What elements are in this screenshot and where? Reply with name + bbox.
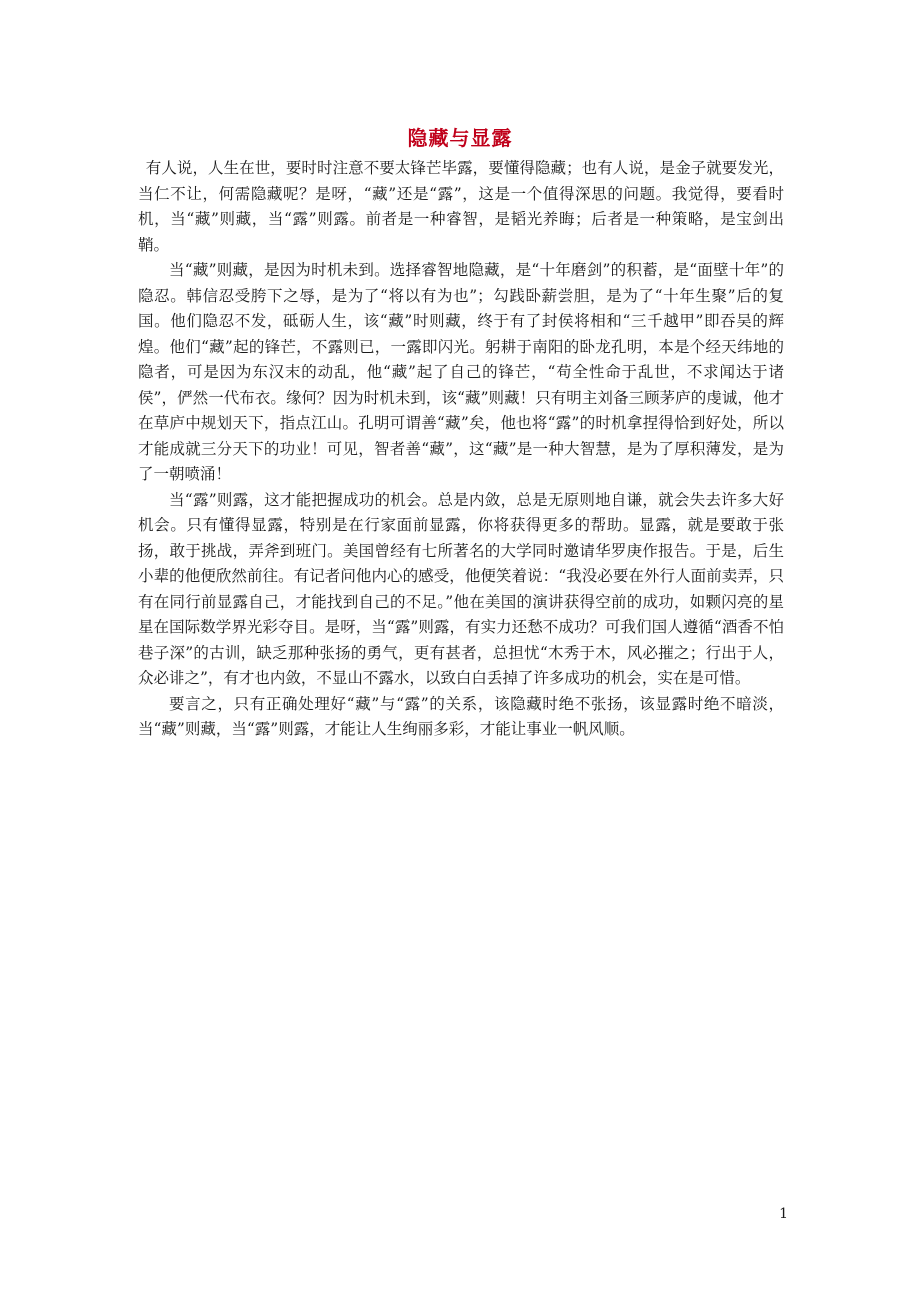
document-title: 隐藏与显露 <box>407 126 513 150</box>
paragraph-2: 当“藏”则藏，是因为时机未到。选择睿智地隐藏，是“十年磨剑”的积蓄，是“面壁十年”的隐忍。韩信忍受胯下之辱，是为了“将以有为也”；勾践卧薪尝胆，是为了“十年生聚”后的复国。他们隐忍不发，砥砺人生，该“藏”时则藏，终于有了封侯将相和“三千越甲”即吞吴的辉煌。他们“藏”起的锋芒，不露则已，一露即闪光。躬耕于南阳的卧龙孔明，本是个经天纬地的隐者，可是因为东汉末的动乱，他“藏”起了自己的锋芒，“苟全性命于乱世，不求闻达于诸侯”，俨然一代布衣。缘何？因为时机未到，该“藏”则藏！只有明主刘备三顾茅庐的虔诚，他才在草庐中规划天下，指点江山。孔明可谓善“藏”矣，他也将“露”的时机拿捏得恰到好处，所以才能成就三分天下的功业！可见，智者善“藏”，这“藏”是一种大智慧，是为了厚积薄发，是为了一朝喷涌！ <box>138 261 784 483</box>
page-number: 1 <box>779 1206 788 1222</box>
paragraph-4: 要言之，只有正确处理好“藏”与“露”的关系，该隐藏时绝不张扬，该显露时绝不暗淡，当“藏”则藏，当“露”则露，才能让人生绚丽多彩，才能让事业一帆风顺。 <box>138 694 784 738</box>
paragraph-3: 当“露”则露，这才能把握成功的机会。总是内敛，总是无原则地自谦，就会失去许多大好机会。只有懂得显露，特别是在行家面前显露，你将获得更多的帮助。显露，就是要敢于张扬，敢于挑战，弄斧到班门。美国曾经有七所著名的大学同时邀请华罗庚作报告。于是，后生小辈的他便欣然前往。有记者问他内心的感受，他便笑着说：“我没必要在外行人面前卖弄，只有在同行前显露自己，才能找到自己的不足。”他在美国的演讲获得空前的成功，如颗闪亮的星星在国际数学界光彩夺目。是呀，当“露”则露，有实力还愁不成功？可我们国人遵循“酒香不怕巷子深”的古训，缺乏那种张扬的勇气，更有甚者，总担忧“木秀于木，风必摧之；行出于人，众必诽之”，有才也内敛，不显山不露水，以致白白丢掉了许多成功的机会，实在是可惜。 <box>138 490 784 687</box>
paragraph-1: 有人说，人生在世，要时时注意不要太锋芒毕露，要懂得隐藏；也有人说，是金子就要发光，当仁不让，何需隐藏呢？是呀，“藏”还是“露”，这是一个值得深思的问题。我觉得，要看时机，当“藏”则藏，当“露”则露。前者是一种睿智，是韬光养晦；后者是一种策略，是宝剑出鞘。 <box>138 159 784 254</box>
document-body <box>138 156 784 743</box>
